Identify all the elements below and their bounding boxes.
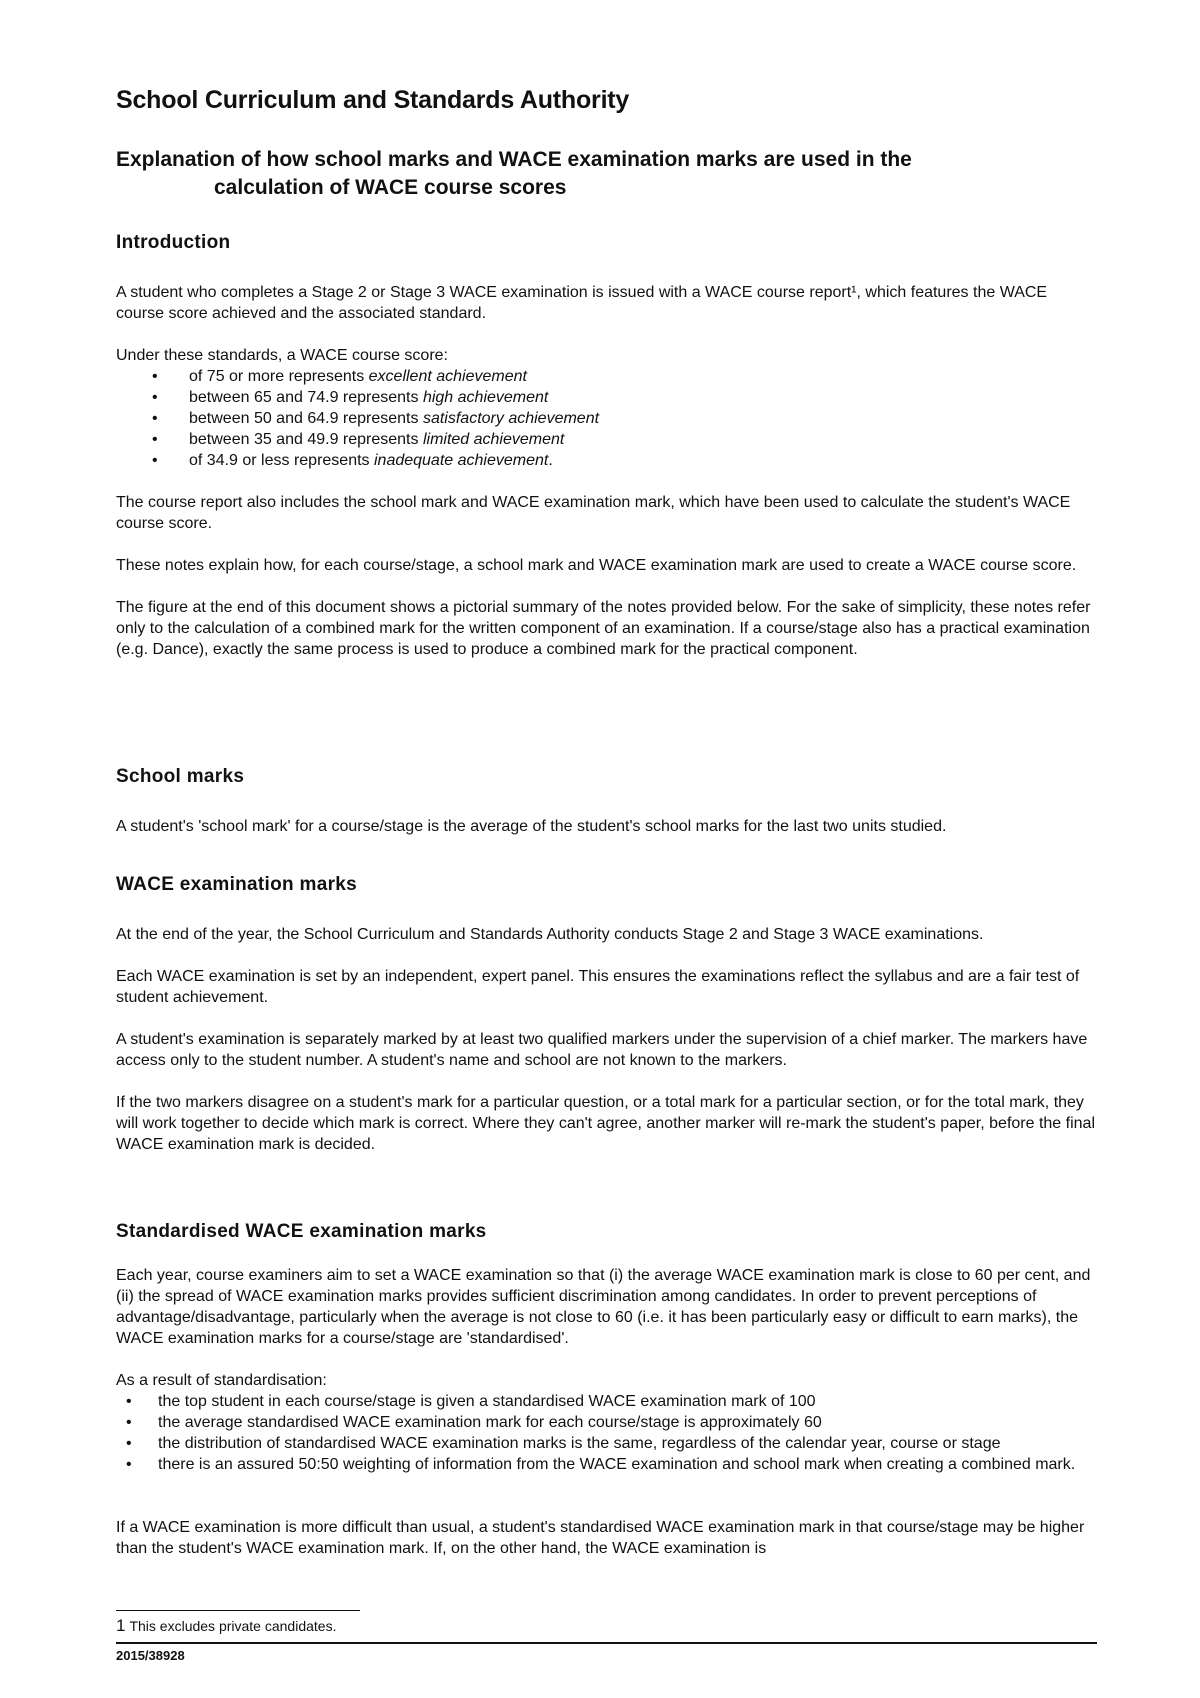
footnote-divider bbox=[116, 1610, 360, 1611]
list-item: • between 50 and 64.9 represents satisfactory achievement bbox=[116, 408, 1096, 429]
footnote-text: This excludes private candidates. bbox=[129, 1618, 337, 1634]
introduction-section bbox=[116, 232, 1096, 681]
introduction-paragraph-4: These notes explain how, for each course/stage, a school mark and WACE examination mark are used to create a WACE course score. bbox=[116, 557, 1077, 574]
introduction-heading: Introduction bbox=[116, 232, 231, 253]
list-item: • of 34.9 or less represents inadequate achievement. bbox=[116, 450, 1096, 471]
standards-intro: Under these standards, a WACE course score: bbox=[116, 347, 448, 364]
footnote bbox=[116, 1616, 336, 1636]
standardised-section bbox=[116, 1221, 1096, 1580]
standardised-paragraph-1: Each year, course examiners aim to set a WACE examination so that (i) the average WACE examination mark is close to 60 per cent, and (ii) the spread of WACE examination marks provides sufficient discrimination among candidates. In order to prevent perceptions of advantage/disadvantage, particularly when the average is not close to 60 (i.e. it has been particularly easy or difficult to earn marks), the WACE examination marks for a course/stage are 'standardised'. bbox=[116, 1267, 1091, 1347]
wace-exam-paragraph-1: At the end of the year, the School Curriculum and Standards Authority conducts Stage 2 and Stage 3 WACE examinations. bbox=[116, 926, 984, 943]
school-marks-paragraph: A student's 'school mark' for a course/stage is the average of the student's school marks for the last two units studied. bbox=[116, 818, 947, 835]
standardised-paragraph-3: If a WACE examination is more difficult than usual, a student's standardised WACE examination mark in that course/stage may be higher than the student's WACE examination mark. If, on the other hand, the WACE examination is bbox=[116, 1519, 1085, 1557]
school-marks-section bbox=[116, 766, 1096, 858]
introduction-paragraph-1: A student who completes a Stage 2 or Stage 3 WACE examination is issued with a WACE course report¹, which features the WACE course score achieved and the associated standard. bbox=[116, 284, 1048, 322]
school-marks-heading: School marks bbox=[116, 766, 245, 787]
list-item: • between 65 and 74.9 represents high achievement bbox=[116, 387, 1096, 408]
footer-divider bbox=[116, 1642, 1097, 1644]
wace-exam-marks-section bbox=[116, 874, 1096, 1176]
list-item: • the top student in each course/stage is given a standardised WACE examination mark of 100 bbox=[116, 1391, 1096, 1412]
document-title-line-2: calculation of WACE course scores bbox=[214, 176, 567, 199]
document-title bbox=[116, 146, 1096, 202]
wace-exam-marks-heading: WACE examination marks bbox=[116, 874, 358, 895]
footnote-number: 1 bbox=[116, 1616, 126, 1635]
wace-exam-paragraph-2: Each WACE examination is set by an independent, expert panel. This ensures the examinations reflect the syllabus and are a fair test of student achievement. bbox=[116, 968, 1080, 1006]
list-item: • the distribution of standardised WACE examination marks is the same, regardless of the calendar year, course or stage bbox=[116, 1433, 1096, 1454]
introduction-paragraph-5: The figure at the end of this document shows a pictorial summary of the notes provided below. For the sake of simplicity, these notes refer only to the calculation of a combined mark for the written component of an examination. If a course/stage also has a practical examination (e.g. Dance), exactly the same process is used to produce a combined mark for the practical component. bbox=[116, 599, 1091, 658]
introduction-paragraph-3: The course report also includes the school mark and WACE examination mark, which have been used to calculate the student's WACE course score. bbox=[116, 494, 1071, 532]
document-reference: 2015/38928 bbox=[116, 1648, 185, 1663]
organisation-title: School Curriculum and Standards Authority bbox=[116, 86, 630, 114]
list-item: • the average standardised WACE examination mark for each course/stage is approximately 60 bbox=[116, 1412, 1096, 1433]
list-item: • between 35 and 49.9 represents limited achievement bbox=[116, 429, 1096, 450]
document-title-line-1: Explanation of how school marks and WACE examination marks are used in the bbox=[116, 148, 912, 171]
standardisation-list bbox=[116, 1391, 1096, 1475]
list-item: • there is an assured 50:50 weighting of information from the WACE examination and school mark when creating a combined mark. bbox=[116, 1454, 1096, 1475]
wace-exam-paragraph-4: If the two markers disagree on a student's mark for a particular question, or a total mark for a particular section, or for the total mark, they will work together to decide which mark is correct. Where they can't agree, another marker will re-mark the student's paper, before the final WACE examination mark is decided. bbox=[116, 1094, 1095, 1153]
standardised-heading: Standardised WACE examination marks bbox=[116, 1221, 487, 1242]
standardisation-intro: As a result of standardisation: bbox=[116, 1372, 327, 1389]
list-item: • of 75 or more represents excellent achievement bbox=[116, 366, 1096, 387]
standards-list bbox=[116, 366, 1096, 471]
wace-exam-paragraph-3: A student's examination is separately marked by at least two qualified markers under the supervision of a chief marker. The markers have access only to the student number. A student's name and school are not known to the markers. bbox=[116, 1031, 1088, 1069]
